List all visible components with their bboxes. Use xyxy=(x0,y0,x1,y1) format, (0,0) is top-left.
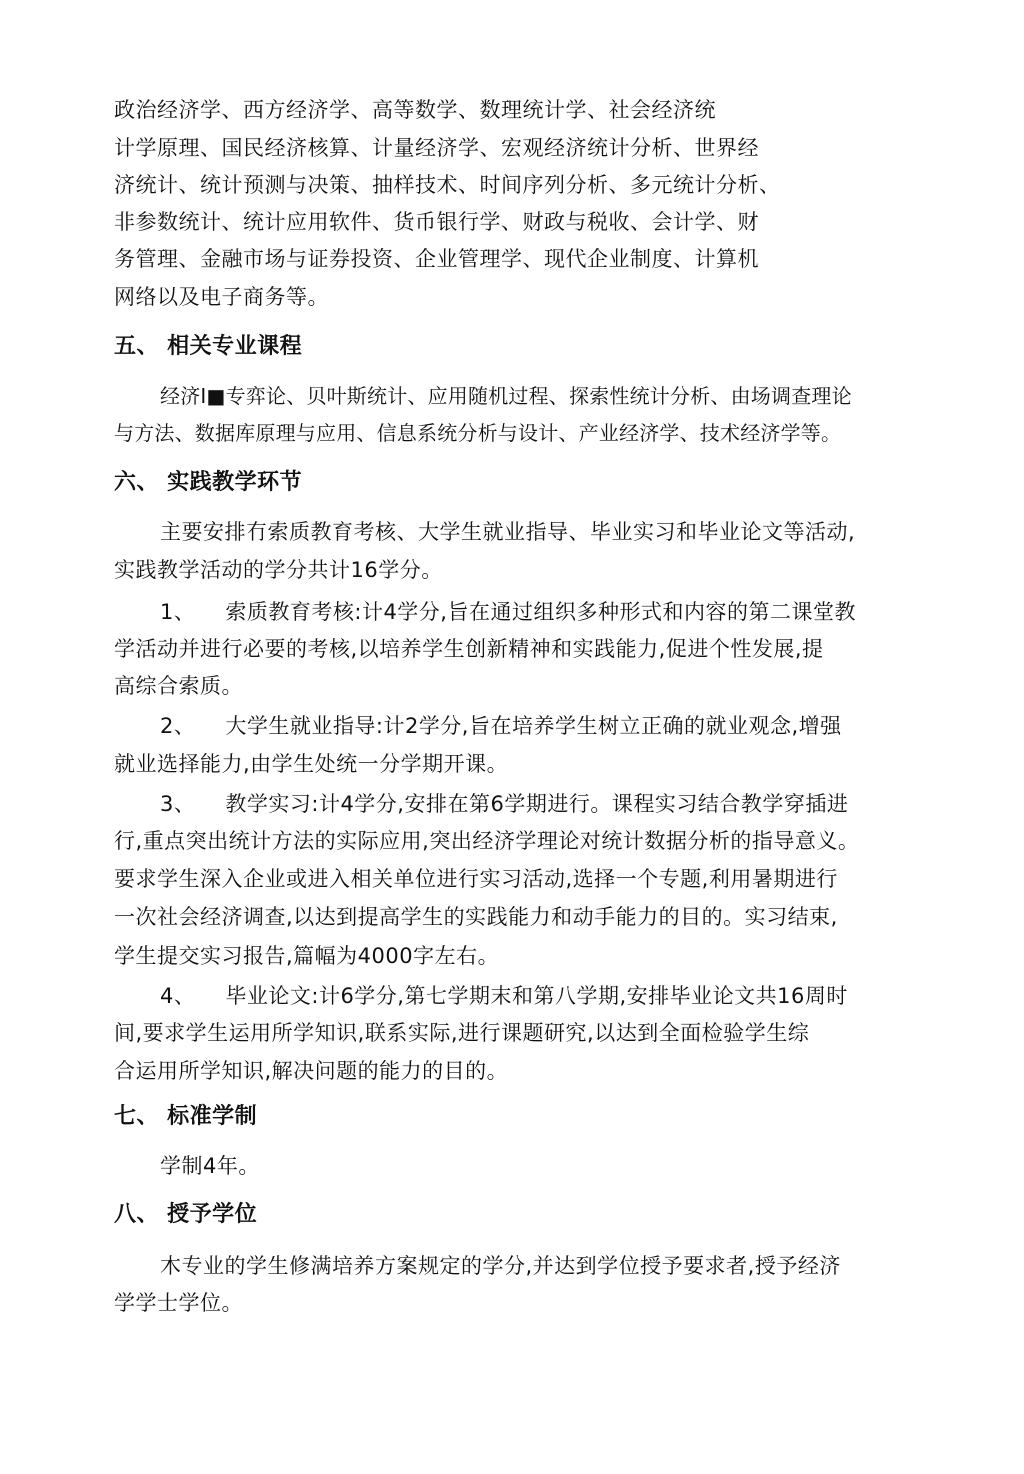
practice-item-4-line: 间,要求学生运用所学知识,联系实际,进行课题研究,以达到全面检验学生综 xyxy=(114,1021,810,1045)
practice-item-2 xyxy=(160,712,842,740)
item-text: 毕业论文:计6学分,第七学期末和第八学期,安排毕业论文共16周时 xyxy=(225,984,848,1008)
practice-item-1-line: 学活动并进行必要的考核,以培养学生创新精神和实践能力,促进个性发展,提 xyxy=(114,637,824,661)
course-list-line: 济统计、统计预测与决策、抽样技术、时间序列分析、多元统计分析、 xyxy=(114,173,781,197)
item-number: 3、 xyxy=(160,792,196,816)
practice-item-3-line: 行,重点突出统计方法的实际应用,突出经济学理论对统计数据分析的指导意义。 xyxy=(114,829,860,853)
section-heading-practice: 六、 实践教学环节 xyxy=(114,470,303,495)
practice-item-3-line: 学生提交实习报告,篇幅为4000字左右。 xyxy=(114,944,500,968)
course-list-line: 务管理、金融市场与证券投资、企业管理学、现代企业制度、计算机 xyxy=(114,247,759,271)
course-list-line: 计学原理、国民经济核算、计量经济学、宏观经济统计分析、世界经 xyxy=(114,136,759,160)
practice-item-1-line: 高综合索质。 xyxy=(114,674,243,698)
practice-item-3-line: 要求学生深入企业或进入相关单位进行实习活动,选择一个专题,利用暑期进行 xyxy=(114,867,838,891)
degree-line: 学学士学位。 xyxy=(114,1291,243,1315)
practice-intro-line: 实践教学活动的学分共计16学分。 xyxy=(114,558,443,582)
practice-item-1 xyxy=(160,598,856,626)
degree-line: 木专业的学生修满培养方案规定的学分,并达到学位授予要求者,授予经济 xyxy=(160,1254,841,1278)
course-list-line: 网络以及电子商务等。 xyxy=(114,285,329,309)
duration-text: 学制4年。 xyxy=(160,1154,260,1178)
course-list-line: 政治经济学、西方经济学、高等数学、数理统计学、社会经济统 xyxy=(114,98,716,122)
item-number: 2、 xyxy=(160,714,196,738)
related-courses-line: 与方法、数据库原理与应用、信息系统分析与设计、产业经济学、技术经济学等。 xyxy=(114,421,842,445)
item-text: 教学实习:计4学分,安排在第6学期进行。课程实习结合教学穿插进 xyxy=(225,792,849,816)
section-heading-duration: 七、 标准学制 xyxy=(114,1104,258,1129)
related-courses-line: 经济I■专弈论、贝叶斯统计、应用随机过程、探索性统计分析、由场调查理论 xyxy=(160,384,852,408)
section-heading-related-courses: 五、 相关专业课程 xyxy=(114,334,303,359)
item-number: 1、 xyxy=(160,600,196,624)
practice-item-4 xyxy=(160,982,848,1010)
item-text: 索质教育考核:计4学分,旨在通过组织多种形式和内容的第二课堂教 xyxy=(225,600,856,624)
practice-item-3-line: 一次社会经济调查,以达到提高学生的实践能力和动手能力的目的。实习结束, xyxy=(114,905,838,929)
practice-intro-line: 主要安排冇索质教育考核、大学生就业指导、毕业实习和毕业论文等活动, xyxy=(160,520,856,544)
section-heading-degree: 八、 授予学位 xyxy=(114,1202,258,1227)
practice-item-4-line: 合运用所学知识,解决问题的能力的目的。 xyxy=(114,1059,509,1083)
item-number: 4、 xyxy=(160,984,196,1008)
item-text: 大学生就业指导:计2学分,旨在培养学生树立正确的就业观念,增强 xyxy=(225,714,842,738)
practice-item-3 xyxy=(160,790,848,818)
practice-item-2-line: 就业选择能力,由学生处统一分学期开课。 xyxy=(114,752,509,776)
course-list-line: 非参数统计、统计应用软件、货币银行学、财政与税收、会计学、财 xyxy=(114,210,759,234)
